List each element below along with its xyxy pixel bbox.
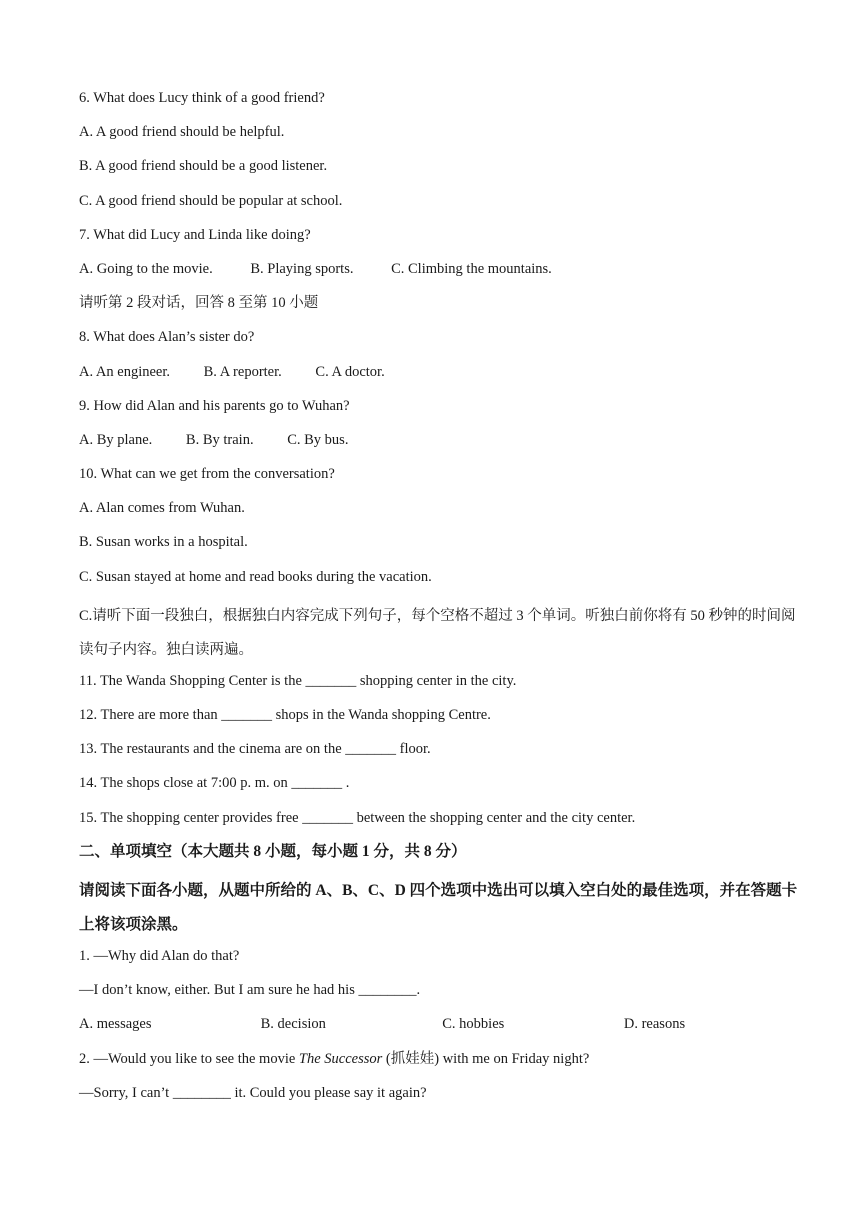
question-8-option-c: C. A doctor. [315, 363, 385, 380]
mc-question-2-answer-line: —Sorry, I can’t ________ it. Could you please say it again? [79, 1084, 427, 1101]
mc-question-1-answer-line: —I don’t know, either. But I am sure he had his ________. [79, 982, 421, 999]
question-7-options [79, 257, 809, 291]
question-9: 9. How did Alan and his parents go to Wuhan? [79, 397, 350, 414]
mc-question-1-option-c: C. hobbies [442, 1016, 505, 1033]
question-8-option-a: A. An engineer. [79, 363, 171, 380]
question-12: 12. There are more than _______ shops in the Wanda shopping Centre. [79, 707, 491, 723]
section-c-instruction: C.请听下面一段独白，根据独白内容完成下列句子，每个空格不超过 3 个单词。听独白前你将有 50 秒钟的时间阅读句子内容。独白读两遍。 [79, 607, 796, 658]
question-14: 14. The shops close at 7:00 p. m. on _______ . [79, 775, 350, 792]
question-8-options [79, 360, 809, 394]
movie-title: The Successor [298, 1050, 383, 1067]
mc-question-1: 1. —Why did Alan do that? [79, 947, 240, 964]
mc-question-2-text-before: 2. —Would you like to see the movie [79, 1050, 299, 1067]
mc-question-1-options [79, 1012, 809, 1046]
exam-page [79, 86, 809, 1115]
question-10-option-a: A. Alan comes from Wuhan. [79, 500, 245, 517]
part-2-heading: 二、单项填空（本大题共 8 小题，每小题 1 分，共 8 分） [79, 842, 467, 860]
mc-question-1-option-d: D. reasons [623, 1016, 686, 1033]
question-9-option-b: B. By train. [185, 431, 254, 448]
mc-question-1-option-a: A. messages [79, 1016, 152, 1033]
question-6: 6. What does Lucy think of a good friend? [79, 90, 325, 106]
question-6-option-a: A. A good friend should be helpful. [79, 124, 285, 141]
question-7: 7. What did Lucy and Linda like doing? [79, 226, 311, 243]
mc-question-1-option-b: B. decision [260, 1016, 326, 1033]
question-9-option-a: A. By plane. [79, 431, 153, 448]
question-10-option-b: B. Susan works in a hospital. [79, 534, 248, 551]
question-9-option-c: C. By bus. [287, 431, 349, 448]
question-11: 11. The Wanda Shopping Center is the _______ shopping center in the city. [79, 672, 517, 689]
question-8: 8. What does Alan’s sister do? [79, 329, 255, 346]
question-7-option-a: A. Going to the movie. [79, 260, 213, 277]
mc-question-2 [79, 1047, 809, 1081]
question-8-option-b: B. A reporter. [203, 363, 282, 380]
mc-question-2-text-after: (抓娃娃) with me on Friday night? [382, 1050, 590, 1067]
part-2-instruction: 请阅读下面各小题，从题中所给的 A、B、C、D 四个选项中选出可以填入空白处的最佳选项，并在答题卡上将该项涂黑。 [79, 881, 798, 933]
question-10: 10. What can we get from the conversation? [79, 466, 335, 483]
question-13: 13. The restaurants and the cinema are on the _______ floor. [79, 741, 431, 758]
question-10-option-c: C. Susan stayed at home and read books during the vacation. [79, 568, 432, 585]
question-6-option-b: B. A good friend should be a good listener. [79, 158, 328, 175]
question-6-option-c: C. A good friend should be popular at school. [79, 192, 343, 209]
question-15: 15. The shopping center provides free _______ between the shopping center and the city center. [79, 809, 636, 826]
question-7-option-b: B. Playing sports. [250, 260, 354, 277]
question-7-option-c: C. Climbing the mountains. [391, 260, 552, 277]
question-9-options [79, 428, 809, 462]
dialogue-2-instruction: 请听第 2 段对话，回答 8 至第 10 小题 [79, 295, 319, 312]
